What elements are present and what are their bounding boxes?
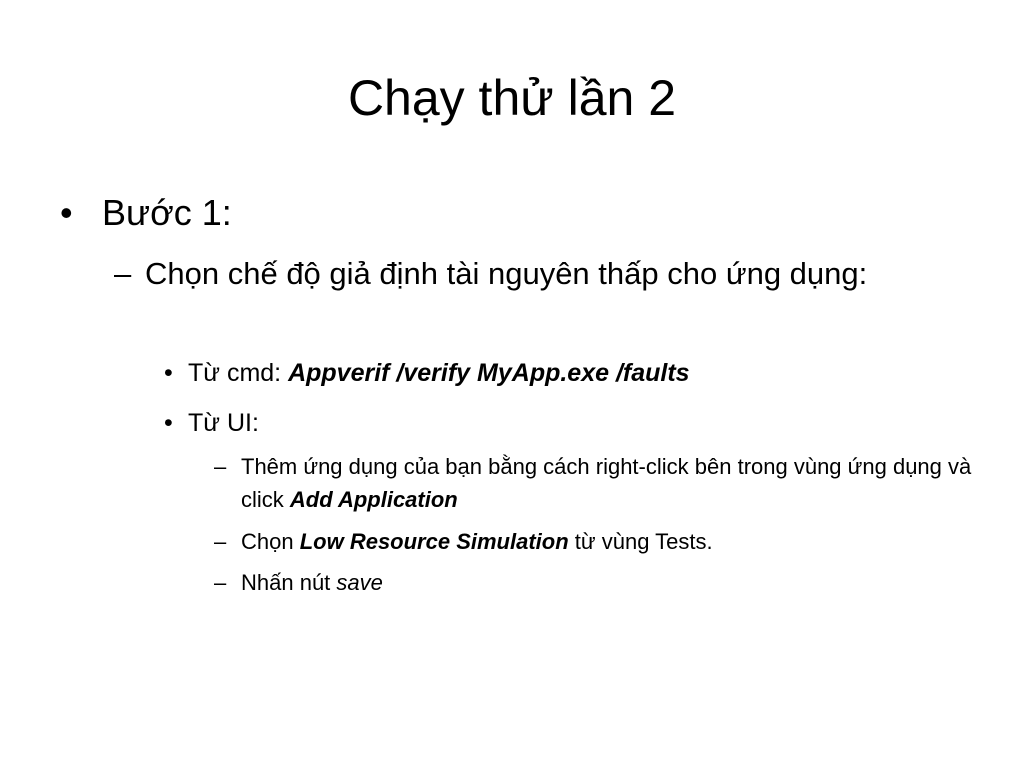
press-save-text xyxy=(241,566,974,599)
bullet-dot-icon: • xyxy=(60,192,73,233)
add-app-body: Thêm ứng dụng của bạn bằng cách right-click bên trong vùng ứng dụng và click xyxy=(241,454,972,512)
choose-test-emphasis: Low Resource Simulation xyxy=(299,529,569,554)
dash-icon: – xyxy=(114,256,132,291)
from-cmd-text xyxy=(188,356,924,390)
choose-test-prefix: Chọn xyxy=(241,529,300,554)
step-1-label: Bước 1: xyxy=(102,192,232,233)
cmd-command: Appverif /verify MyApp.exe /faults xyxy=(288,359,690,387)
choose-test-text xyxy=(241,525,974,558)
add-app-emphasis: Add Application xyxy=(289,487,458,512)
from-cmd-prefix: Từ cmd: xyxy=(188,359,289,387)
dash-icon: – xyxy=(214,454,227,479)
bullet-from-cmd xyxy=(164,356,924,390)
press-save-emphasis: save xyxy=(336,570,383,595)
bullet-choose-mode xyxy=(114,252,914,295)
bullet-dot-icon: • xyxy=(164,409,173,437)
bullet-step-1 xyxy=(60,188,960,238)
dash-icon: – xyxy=(214,570,227,595)
choose-test-suffix: từ vùng Tests. xyxy=(568,529,713,554)
choose-mode-text: Chọn chế độ giả định tài nguyên thấp cho ứng dụng: xyxy=(145,256,868,291)
slide-title: Chạy thử lần 2 xyxy=(347,70,677,126)
dash-icon: – xyxy=(214,529,227,554)
bullet-choose-test xyxy=(214,525,974,558)
from-ui-label: Từ UI: xyxy=(188,409,259,437)
bullet-dot-icon: • xyxy=(164,359,173,387)
add-app-text xyxy=(241,450,974,516)
bullet-press-save xyxy=(214,566,974,599)
press-save-prefix: Nhấn nút xyxy=(241,570,337,595)
bullet-from-ui xyxy=(164,406,924,440)
bullet-add-app xyxy=(214,450,974,516)
